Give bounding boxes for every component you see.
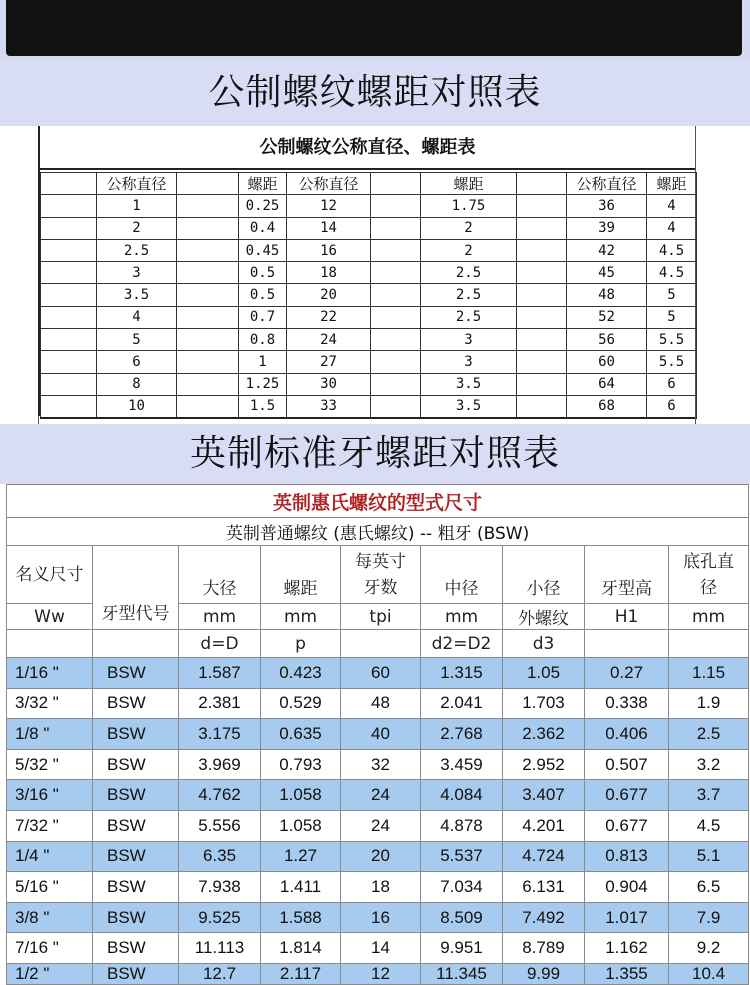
- header-height-empty: [585, 630, 669, 658]
- imperial-value-cell: 4.724: [503, 841, 585, 872]
- metric-table-row: [41, 217, 697, 239]
- imperial-value-cell: 7.9: [669, 902, 749, 933]
- metric-value-cell: 2.5: [421, 262, 517, 284]
- imperial-value-cell: 9.99: [503, 963, 585, 984]
- thread-code-cell: BSW: [93, 963, 179, 984]
- metric-spacer-cell: [41, 395, 97, 417]
- imperial-value-cell: 2.381: [179, 688, 261, 719]
- imperial-value-cell: 9.525: [179, 902, 261, 933]
- header-pitch-dia-unit: mm: [421, 604, 503, 630]
- imperial-value-cell: 0.338: [585, 688, 669, 719]
- imperial-value-cell: 1.588: [261, 902, 341, 933]
- header-minor-sym: d3: [503, 630, 585, 658]
- metric-table-row: [41, 195, 697, 217]
- imperial-value-cell: 3.969: [179, 749, 261, 780]
- imperial-value-cell: 12.7: [179, 963, 261, 984]
- metric-spacer-cell: [41, 284, 97, 306]
- metric-spacer-cell: [517, 373, 567, 395]
- imperial-value-cell: 1.315: [421, 658, 503, 689]
- metric-table-row: [41, 306, 697, 328]
- metric-value-cell: 2: [421, 217, 517, 239]
- header-pitch-dia: 中径: [421, 546, 503, 604]
- metric-table-row: [41, 351, 697, 373]
- imperial-value-cell: 6.5: [669, 872, 749, 903]
- metric-value-cell: 6: [97, 351, 177, 373]
- metric-spacer-cell: [517, 395, 567, 417]
- metric-value-cell: 68: [567, 395, 647, 417]
- imperial-value-cell: 4.878: [421, 810, 503, 841]
- metric-value-cell: 4: [647, 217, 697, 239]
- imperial-value-cell: 4.762: [179, 780, 261, 811]
- header-major-sym: d=D: [179, 630, 261, 658]
- metric-value-cell: 1.25: [239, 373, 287, 395]
- header-tpi-empty: [341, 630, 421, 658]
- thread-code-cell: BSW: [93, 719, 179, 750]
- metric-header-spacer: [371, 173, 421, 195]
- imperial-value-cell: 9.951: [421, 933, 503, 964]
- metric-value-cell: 64: [567, 373, 647, 395]
- metric-spacer-cell: [41, 217, 97, 239]
- metric-spacer-cell: [177, 217, 239, 239]
- imperial-value-cell: 2.768: [421, 719, 503, 750]
- imperial-value-cell: 10.4: [669, 963, 749, 984]
- header-pitch-unit: mm: [261, 604, 341, 630]
- imperial-value-cell: 1.162: [585, 933, 669, 964]
- metric-table-section: [0, 126, 750, 424]
- imperial-value-cell: 7.938: [179, 872, 261, 903]
- nominal-size-cell: 3/16 ": [7, 780, 93, 811]
- metric-value-cell: 5: [97, 329, 177, 351]
- imperial-value-cell: 6.35: [179, 841, 261, 872]
- metric-value-cell: 3: [421, 329, 517, 351]
- header-major: 大径: [179, 546, 261, 604]
- header-tap-drill: 底孔直径: [669, 546, 749, 604]
- metric-spacer-cell: [177, 395, 239, 417]
- metric-value-cell: 14: [287, 217, 371, 239]
- imperial-value-cell: 8.789: [503, 933, 585, 964]
- imperial-value-cell: 5.556: [179, 810, 261, 841]
- imperial-table-subtitle: 英制普通螺纹 (惠氏螺纹) -- 粗牙 (BSW): [7, 518, 749, 546]
- metric-value-cell: 22: [287, 306, 371, 328]
- imperial-value-cell: 0.529: [261, 688, 341, 719]
- metric-value-cell: 16: [287, 239, 371, 261]
- imperial-value-cell: 8.509: [421, 902, 503, 933]
- imperial-table-row: [7, 688, 749, 719]
- imperial-table-row: [7, 719, 749, 750]
- imperial-value-cell: 1.15: [669, 658, 749, 689]
- metric-value-cell: 6: [647, 395, 697, 417]
- metric-spacer-cell: [177, 239, 239, 261]
- metric-spacer-cell: [41, 239, 97, 261]
- metric-header-spacer: [41, 173, 97, 195]
- imperial-value-cell: 1.703: [503, 688, 585, 719]
- metric-value-cell: 1.75: [421, 195, 517, 217]
- metric-spacer-cell: [517, 239, 567, 261]
- imperial-value-cell: 9.2: [669, 933, 749, 964]
- metric-spacer-cell: [371, 195, 421, 217]
- imperial-value-cell: 2.952: [503, 749, 585, 780]
- imperial-value-cell: 1.411: [261, 872, 341, 903]
- metric-value-cell: 10: [97, 395, 177, 417]
- metric-spacer-cell: [177, 195, 239, 217]
- imperial-value-cell: 48: [341, 688, 421, 719]
- nominal-size-cell: 3/8 ": [7, 902, 93, 933]
- nominal-size-cell: 5/16 ": [7, 872, 93, 903]
- metric-header-cell: 公称直径: [567, 173, 647, 195]
- imperial-value-cell: 4.201: [503, 810, 585, 841]
- metric-value-cell: 33: [287, 395, 371, 417]
- header-nominal: 名义尺寸: [7, 546, 93, 604]
- nominal-size-cell: 1/2 ": [7, 963, 93, 984]
- metric-table-row: [41, 373, 697, 395]
- metric-value-cell: 3: [421, 351, 517, 373]
- header-thread-height: 牙型高: [585, 546, 669, 604]
- metric-value-cell: 39: [567, 217, 647, 239]
- imperial-table-row: [7, 841, 749, 872]
- metric-spacer-cell: [177, 306, 239, 328]
- imperial-value-cell: 2.117: [261, 963, 341, 984]
- metric-spacer-cell: [371, 284, 421, 306]
- metric-spacer-cell: [517, 217, 567, 239]
- imperial-value-cell: 3.2: [669, 749, 749, 780]
- header-minor-note: 外螺纹: [503, 604, 585, 630]
- imperial-table-row: [7, 749, 749, 780]
- header-major-unit: mm: [179, 604, 261, 630]
- metric-table-caption: 公制螺纹公称直径、螺距表: [40, 126, 695, 170]
- metric-value-cell: 4: [647, 195, 697, 217]
- imperial-value-cell: 3.175: [179, 719, 261, 750]
- metric-spacer-cell: [517, 262, 567, 284]
- metric-value-cell: 20: [287, 284, 371, 306]
- imperial-table-section: [0, 484, 750, 983]
- dark-header-image: [6, 0, 742, 56]
- imperial-value-cell: 0.677: [585, 810, 669, 841]
- metric-value-cell: 2.5: [421, 306, 517, 328]
- imperial-table-row: [7, 810, 749, 841]
- imperial-value-cell: 0.793: [261, 749, 341, 780]
- imperial-value-cell: 60: [341, 658, 421, 689]
- metric-header-cell: 螺距: [421, 173, 517, 195]
- thread-code-cell: BSW: [93, 780, 179, 811]
- metric-value-cell: 2.5: [97, 239, 177, 261]
- imperial-value-cell: 0.27: [585, 658, 669, 689]
- metric-value-cell: 0.45: [239, 239, 287, 261]
- header-pitch-dia-sym: d2=D2: [421, 630, 503, 658]
- metric-value-cell: 3.5: [421, 373, 517, 395]
- metric-spacer-cell: [371, 329, 421, 351]
- metric-value-cell: 4: [97, 306, 177, 328]
- header-tpi: 每英寸牙数: [341, 546, 421, 604]
- imperial-table-row: [7, 933, 749, 964]
- metric-value-cell: 1.5: [239, 395, 287, 417]
- nominal-size-cell: 7/16 ": [7, 933, 93, 964]
- header-tap-drill-unit: mm: [669, 604, 749, 630]
- metric-spacer-cell: [41, 329, 97, 351]
- metric-value-cell: 1: [239, 351, 287, 373]
- metric-spacer-cell: [41, 195, 97, 217]
- imperial-value-cell: 3.7: [669, 780, 749, 811]
- imperial-value-cell: 14: [341, 933, 421, 964]
- imperial-value-cell: 1.587: [179, 658, 261, 689]
- metric-value-cell: 3: [97, 262, 177, 284]
- metric-value-cell: 5.5: [647, 351, 697, 373]
- header-minor: 小径: [503, 546, 585, 604]
- metric-value-cell: 3.5: [421, 395, 517, 417]
- imperial-banner-title: 英制标准牙螺距对照表: [189, 433, 560, 474]
- imperial-value-cell: 1.017: [585, 902, 669, 933]
- thread-code-cell: BSW: [93, 841, 179, 872]
- header-thread-code-cont: [93, 630, 179, 658]
- metric-value-cell: 0.25: [239, 195, 287, 217]
- metric-spacer-cell: [177, 262, 239, 284]
- imperial-table-title: 英制惠氏螺纹的型式尺寸: [7, 485, 749, 518]
- thread-code-cell: BSW: [93, 688, 179, 719]
- metric-spacer-cell: [41, 306, 97, 328]
- nominal-size-cell: 1/16 ": [7, 658, 93, 689]
- nominal-size-cell: 1/4 ": [7, 841, 93, 872]
- imperial-value-cell: 0.904: [585, 872, 669, 903]
- imperial-value-cell: 1.355: [585, 963, 669, 984]
- thread-code-cell: BSW: [93, 749, 179, 780]
- metric-value-cell: 52: [567, 306, 647, 328]
- metric-spacer-cell: [517, 306, 567, 328]
- metric-spacer-cell: [517, 329, 567, 351]
- header-empty-cell: [7, 630, 93, 658]
- metric-value-cell: 0.5: [239, 262, 287, 284]
- metric-spacer-cell: [517, 195, 567, 217]
- imperial-value-cell: 11.345: [421, 963, 503, 984]
- metric-value-cell: 24: [287, 329, 371, 351]
- metric-value-cell: 5: [647, 306, 697, 328]
- metric-table-frame: [38, 126, 696, 416]
- metric-spacer-cell: [177, 284, 239, 306]
- imperial-value-cell: 40: [341, 719, 421, 750]
- imperial-table-row: [7, 780, 749, 811]
- metric-value-cell: 0.4: [239, 217, 287, 239]
- metric-value-cell: 2: [421, 239, 517, 261]
- imperial-value-cell: 0.813: [585, 841, 669, 872]
- metric-value-cell: 4.5: [647, 239, 697, 261]
- thread-code-cell: BSW: [93, 872, 179, 903]
- metric-header-cell: 公称直径: [287, 173, 371, 195]
- imperial-value-cell: 1.814: [261, 933, 341, 964]
- top-image-strip: [0, 0, 750, 60]
- imperial-value-cell: 7.492: [503, 902, 585, 933]
- imperial-value-cell: 11.113: [179, 933, 261, 964]
- imperial-value-cell: 1.9: [669, 688, 749, 719]
- imperial-table-row: [7, 872, 749, 903]
- imperial-banner: [0, 424, 750, 484]
- imperial-value-cell: 6.131: [503, 872, 585, 903]
- metric-value-cell: 8: [97, 373, 177, 395]
- metric-header-cell: 螺距: [647, 173, 697, 195]
- metric-spacer-cell: [177, 373, 239, 395]
- imperial-value-cell: 24: [341, 810, 421, 841]
- metric-spacer-cell: [371, 351, 421, 373]
- metric-spacer-cell: [371, 395, 421, 417]
- imperial-value-cell: 24: [341, 780, 421, 811]
- metric-table-row: [41, 284, 697, 306]
- imperial-value-cell: 5.1: [669, 841, 749, 872]
- metric-table-row: [41, 262, 697, 284]
- metric-value-cell: 2.5: [421, 284, 517, 306]
- imperial-value-cell: 5.537: [421, 841, 503, 872]
- header-thread-height-sym: H1: [585, 604, 669, 630]
- imperial-value-cell: 32: [341, 749, 421, 780]
- metric-thread-table: [40, 172, 697, 419]
- imperial-value-cell: 12: [341, 963, 421, 984]
- imperial-value-cell: 0.507: [585, 749, 669, 780]
- metric-header-cell: 螺距: [239, 173, 287, 195]
- metric-header-spacer: [517, 173, 567, 195]
- metric-spacer-cell: [371, 373, 421, 395]
- metric-spacer-cell: [41, 351, 97, 373]
- metric-value-cell: 0.7: [239, 306, 287, 328]
- imperial-value-cell: 2.5: [669, 719, 749, 750]
- imperial-table-row: [7, 963, 749, 984]
- metric-value-cell: 2: [97, 217, 177, 239]
- nominal-size-cell: 3/32 ": [7, 688, 93, 719]
- thread-code-cell: BSW: [93, 810, 179, 841]
- header-nominal-code: Ww: [7, 604, 93, 630]
- metric-spacer-cell: [177, 351, 239, 373]
- imperial-thread-table: [6, 484, 749, 985]
- imperial-value-cell: 3.459: [421, 749, 503, 780]
- metric-spacer-cell: [517, 351, 567, 373]
- imperial-value-cell: 1.058: [261, 810, 341, 841]
- metric-spacer-cell: [41, 373, 97, 395]
- metric-table-row: [41, 395, 697, 417]
- nominal-size-cell: 7/32 ": [7, 810, 93, 841]
- imperial-table-row: [7, 902, 749, 933]
- thread-code-cell: BSW: [93, 658, 179, 689]
- header-pitch: 螺距: [261, 546, 341, 604]
- metric-header-spacer: [177, 173, 239, 195]
- metric-value-cell: 1: [97, 195, 177, 217]
- metric-banner-title: 公制螺纹螺距对照表: [208, 72, 542, 113]
- frame-line-left: [38, 416, 39, 424]
- imperial-value-cell: 0.423: [261, 658, 341, 689]
- imperial-value-cell: 7.034: [421, 872, 503, 903]
- imperial-value-cell: 0.635: [261, 719, 341, 750]
- metric-banner: [0, 60, 750, 126]
- metric-value-cell: 3.5: [97, 284, 177, 306]
- imperial-value-cell: 2.362: [503, 719, 585, 750]
- metric-value-cell: 48: [567, 284, 647, 306]
- header-drill-empty: [669, 630, 749, 658]
- imperial-table-row: [7, 658, 749, 689]
- metric-table-row: [41, 239, 697, 261]
- imperial-value-cell: 3.407: [503, 780, 585, 811]
- thread-code-cell: BSW: [93, 902, 179, 933]
- metric-value-cell: 0.8: [239, 329, 287, 351]
- metric-spacer-cell: [371, 306, 421, 328]
- metric-spacer-cell: [177, 329, 239, 351]
- metric-value-cell: 12: [287, 195, 371, 217]
- header-pitch-sym: p: [261, 630, 341, 658]
- imperial-value-cell: 4.084: [421, 780, 503, 811]
- metric-value-cell: 42: [567, 239, 647, 261]
- imperial-value-cell: 20: [341, 841, 421, 872]
- nominal-size-cell: 5/32 ": [7, 749, 93, 780]
- metric-value-cell: 0.5: [239, 284, 287, 306]
- metric-value-cell: 4.5: [647, 262, 697, 284]
- metric-value-cell: 36: [567, 195, 647, 217]
- metric-value-cell: 18: [287, 262, 371, 284]
- imperial-value-cell: 4.5: [669, 810, 749, 841]
- metric-header-cell: 公称直径: [97, 173, 177, 195]
- header-thread-code: 牙型代号: [93, 546, 179, 630]
- frame-line-right: [695, 416, 696, 424]
- metric-value-cell: 5.5: [647, 329, 697, 351]
- metric-spacer-cell: [371, 262, 421, 284]
- metric-spacer-cell: [41, 262, 97, 284]
- metric-value-cell: 5: [647, 284, 697, 306]
- metric-value-cell: 6: [647, 373, 697, 395]
- metric-value-cell: 45: [567, 262, 647, 284]
- imperial-value-cell: 2.041: [421, 688, 503, 719]
- metric-value-cell: 56: [567, 329, 647, 351]
- metric-value-cell: 27: [287, 351, 371, 373]
- header-tpi-unit: tpi: [341, 604, 421, 630]
- imperial-value-cell: 1.27: [261, 841, 341, 872]
- metric-value-cell: 60: [567, 351, 647, 373]
- imperial-value-cell: 18: [341, 872, 421, 903]
- metric-value-cell: 30: [287, 373, 371, 395]
- thread-code-cell: BSW: [93, 933, 179, 964]
- metric-table-row: [41, 329, 697, 351]
- metric-spacer-cell: [371, 217, 421, 239]
- imperial-value-cell: 16: [341, 902, 421, 933]
- imperial-value-cell: 1.058: [261, 780, 341, 811]
- imperial-value-cell: 0.677: [585, 780, 669, 811]
- imperial-value-cell: 0.406: [585, 719, 669, 750]
- metric-spacer-cell: [371, 239, 421, 261]
- imperial-value-cell: 1.05: [503, 658, 585, 689]
- metric-spacer-cell: [517, 284, 567, 306]
- nominal-size-cell: 1/8 ": [7, 719, 93, 750]
